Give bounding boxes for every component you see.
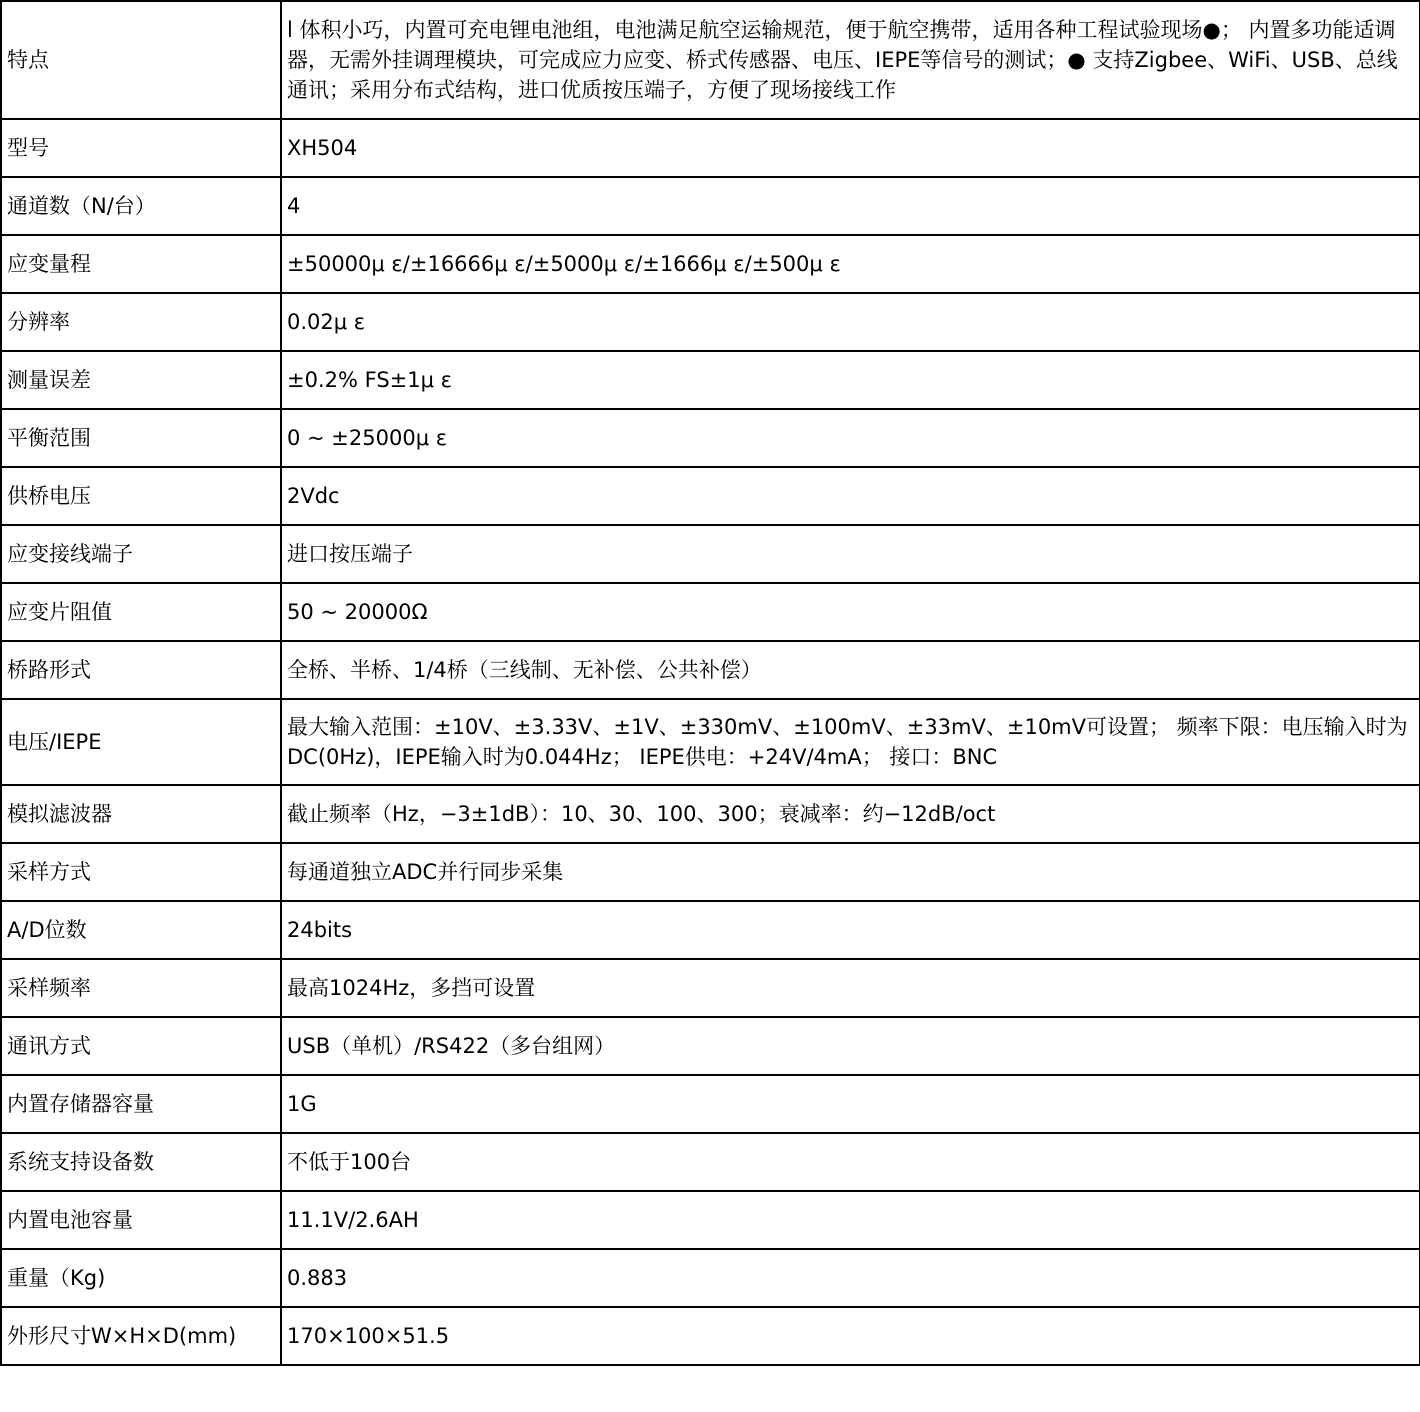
table-row — [1, 525, 1420, 583]
row-label: 平衡范围 — [1, 409, 281, 467]
row-value: ±50000μ ε/±16666μ ε/±5000μ ε/±1666μ ε/±500μ ε — [281, 235, 1420, 293]
row-value: ±0.2% FS±1μ ε — [281, 351, 1420, 409]
row-value: 每通道独立ADC并行同步采集 — [281, 843, 1420, 901]
row-label: 电压/IEPE — [1, 699, 281, 785]
table-row — [1, 583, 1420, 641]
table-row — [1, 235, 1420, 293]
row-value: 不低于100台 — [281, 1133, 1420, 1191]
row-label: 重量（Kg) — [1, 1249, 281, 1307]
table-row — [1, 1249, 1420, 1307]
row-label: 应变接线端子 — [1, 525, 281, 583]
table-row — [1, 177, 1420, 235]
table-row — [1, 1191, 1420, 1249]
row-value: 11.1V/2.6AH — [281, 1191, 1420, 1249]
row-value: 0.02μ ε — [281, 293, 1420, 351]
row-value: 0 ~ ±25000μ ε — [281, 409, 1420, 467]
table-row — [1, 1, 1420, 119]
row-label: 供桥电压 — [1, 467, 281, 525]
table-row — [1, 1307, 1420, 1365]
row-value: 4 — [281, 177, 1420, 235]
row-value: 50 ~ 20000Ω — [281, 583, 1420, 641]
row-value: 最高1024Hz，多挡可设置 — [281, 959, 1420, 1017]
row-label: A/D位数 — [1, 901, 281, 959]
table-row — [1, 409, 1420, 467]
row-label: 分辨率 — [1, 293, 281, 351]
row-label: 通道数（N/台） — [1, 177, 281, 235]
row-value: 截止频率（Hz，−3±1dB）：10、30、100、300；衰减率：约−12dB/oct — [281, 785, 1420, 843]
row-value: 最大输入范围：±10V、±3.33V、±1V、±330mV、±100mV、±33mV、±10mV可设置； 频率下限：电压输入时为DC(0Hz)，IEPE输入时为0.044Hz； IEPE供电：+24V/4mA； 接口：BNC — [281, 699, 1420, 785]
row-label: 采样频率 — [1, 959, 281, 1017]
row-label: 测量误差 — [1, 351, 281, 409]
row-label: 桥路形式 — [1, 641, 281, 699]
row-label: 应变量程 — [1, 235, 281, 293]
row-value: 进口按压端子 — [281, 525, 1420, 583]
table-row — [1, 901, 1420, 959]
table-row — [1, 1075, 1420, 1133]
row-value: 1G — [281, 1075, 1420, 1133]
row-value: 170×100×51.5 — [281, 1307, 1420, 1365]
table-row — [1, 785, 1420, 843]
table-row — [1, 293, 1420, 351]
table-row — [1, 699, 1420, 785]
row-label: 内置存储器容量 — [1, 1075, 281, 1133]
row-label: 模拟滤波器 — [1, 785, 281, 843]
table-row — [1, 641, 1420, 699]
table-row — [1, 843, 1420, 901]
row-value: USB（单机）/RS422（多台组网） — [281, 1017, 1420, 1075]
row-label: 型号 — [1, 119, 281, 177]
row-label: 系统支持设备数 — [1, 1133, 281, 1191]
table-row — [1, 467, 1420, 525]
row-label: 特点 — [1, 1, 281, 119]
table-row — [1, 119, 1420, 177]
row-label: 内置电池容量 — [1, 1191, 281, 1249]
row-label: 采样方式 — [1, 843, 281, 901]
row-value: l 体积小巧，内置可充电锂电池组，电池满足航空运输规范，便于航空携带，适用各种工程试验现场●； 内置多功能适调器，无需外挂调理模块，可完成应力应变、桥式传感器、电压、IEPE等信号的测试；● 支持Zigbee、WiFi、USB、总线通讯；采用分布式结构，进口优质按压端子，方便了现场接线工作 — [281, 1, 1420, 119]
row-value: 2Vdc — [281, 467, 1420, 525]
row-value: 24bits — [281, 901, 1420, 959]
table-row — [1, 1133, 1420, 1191]
table-row — [1, 351, 1420, 409]
table-row — [1, 1017, 1420, 1075]
row-label: 外形尺寸W×H×D(mm) — [1, 1307, 281, 1365]
row-label: 应变片阻值 — [1, 583, 281, 641]
row-value: 全桥、半桥、1/4桥（三线制、无补偿、公共补偿） — [281, 641, 1420, 699]
row-value: XH504 — [281, 119, 1420, 177]
table-row — [1, 959, 1420, 1017]
row-value: 0.883 — [281, 1249, 1420, 1307]
row-label: 通讯方式 — [1, 1017, 281, 1075]
